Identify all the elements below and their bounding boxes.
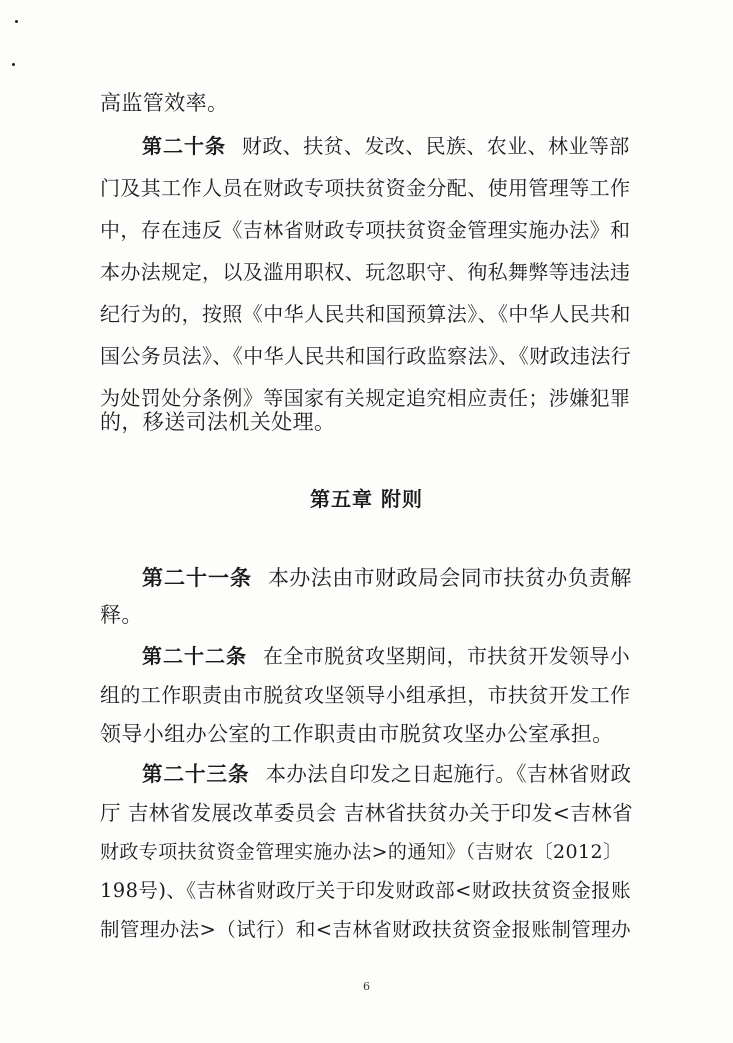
- article-22-label: 第二十二条: [142, 644, 247, 668]
- article-20-text: 财政、扶贫、发改、民族、农业、林业等部: [242, 134, 630, 158]
- text-line: 释。: [100, 603, 143, 627]
- text-line: 国公务员法》、《中华人民共和国行政监察法》、《财政违法行: [100, 344, 632, 368]
- text-line: 制管理办法>（试行）和<吉林省财政扶贫资金报账制管理办: [100, 918, 631, 941]
- scan-speck: [12, 63, 15, 66]
- text-line: 本办法规定，以及滥用职权、玩忽职守、徇私舞弊等违法违: [100, 260, 631, 284]
- article-20-label: 第二十条: [142, 134, 226, 158]
- text-line: 组的工作职责由市脱贫攻坚领导小组承担，市扶贫开发工作: [100, 683, 631, 707]
- page-number: 6: [363, 980, 370, 993]
- article-23-line: [142, 759, 635, 789]
- chapter-heading: 第五章 附则: [310, 487, 423, 511]
- text-line: 中，存在违反《吉林省财政专项扶贫资金管理实施办法》和: [100, 218, 631, 242]
- text-line: 198号)、《吉林省财政厅关于印发财政部<财政扶贫资金报账: [100, 879, 632, 902]
- text-line: 领导小组办公室的工作职责由市脱贫攻坚办公室承担。: [100, 722, 614, 746]
- article-20-line: [142, 131, 635, 161]
- article-22-line: [142, 641, 635, 671]
- text-line: 为处罚处分条例》等国家有关规定追究相应责任；涉嫌犯罪: [100, 386, 631, 410]
- article-21-label: 第二十一条: [142, 566, 252, 590]
- article-21-line: [142, 563, 635, 593]
- scan-speck: [15, 20, 18, 23]
- article-22-text: 在全市脱贫攻坚期间，市扶贫开发领导小: [263, 644, 631, 668]
- text-line: 厅 吉林省发展改革委员会 吉林省扶贫办关于印发<吉林省: [100, 801, 634, 825]
- text-line: 的，移送司法机关处理。: [100, 410, 336, 434]
- text-line: 高监管效率。: [100, 91, 229, 115]
- text-line: 财政专项扶贫资金管理实施办法>的通知》（吉财农〔2012〕: [100, 841, 623, 863]
- text-line: 纪行为的，按照《中华人民共和国预算法》、《中华人民共和: [100, 302, 631, 326]
- text-line: 门及其工作人员在财政专项扶贫资金分配、使用管理等工作: [100, 176, 631, 200]
- article-21-text: 本办法由市财政局会同市扶贫办负责解: [268, 566, 632, 590]
- article-23-label: 第二十三条: [142, 762, 250, 786]
- article-23-text: 本办法自印发之日起施行。《吉林省财政: [265, 762, 632, 786]
